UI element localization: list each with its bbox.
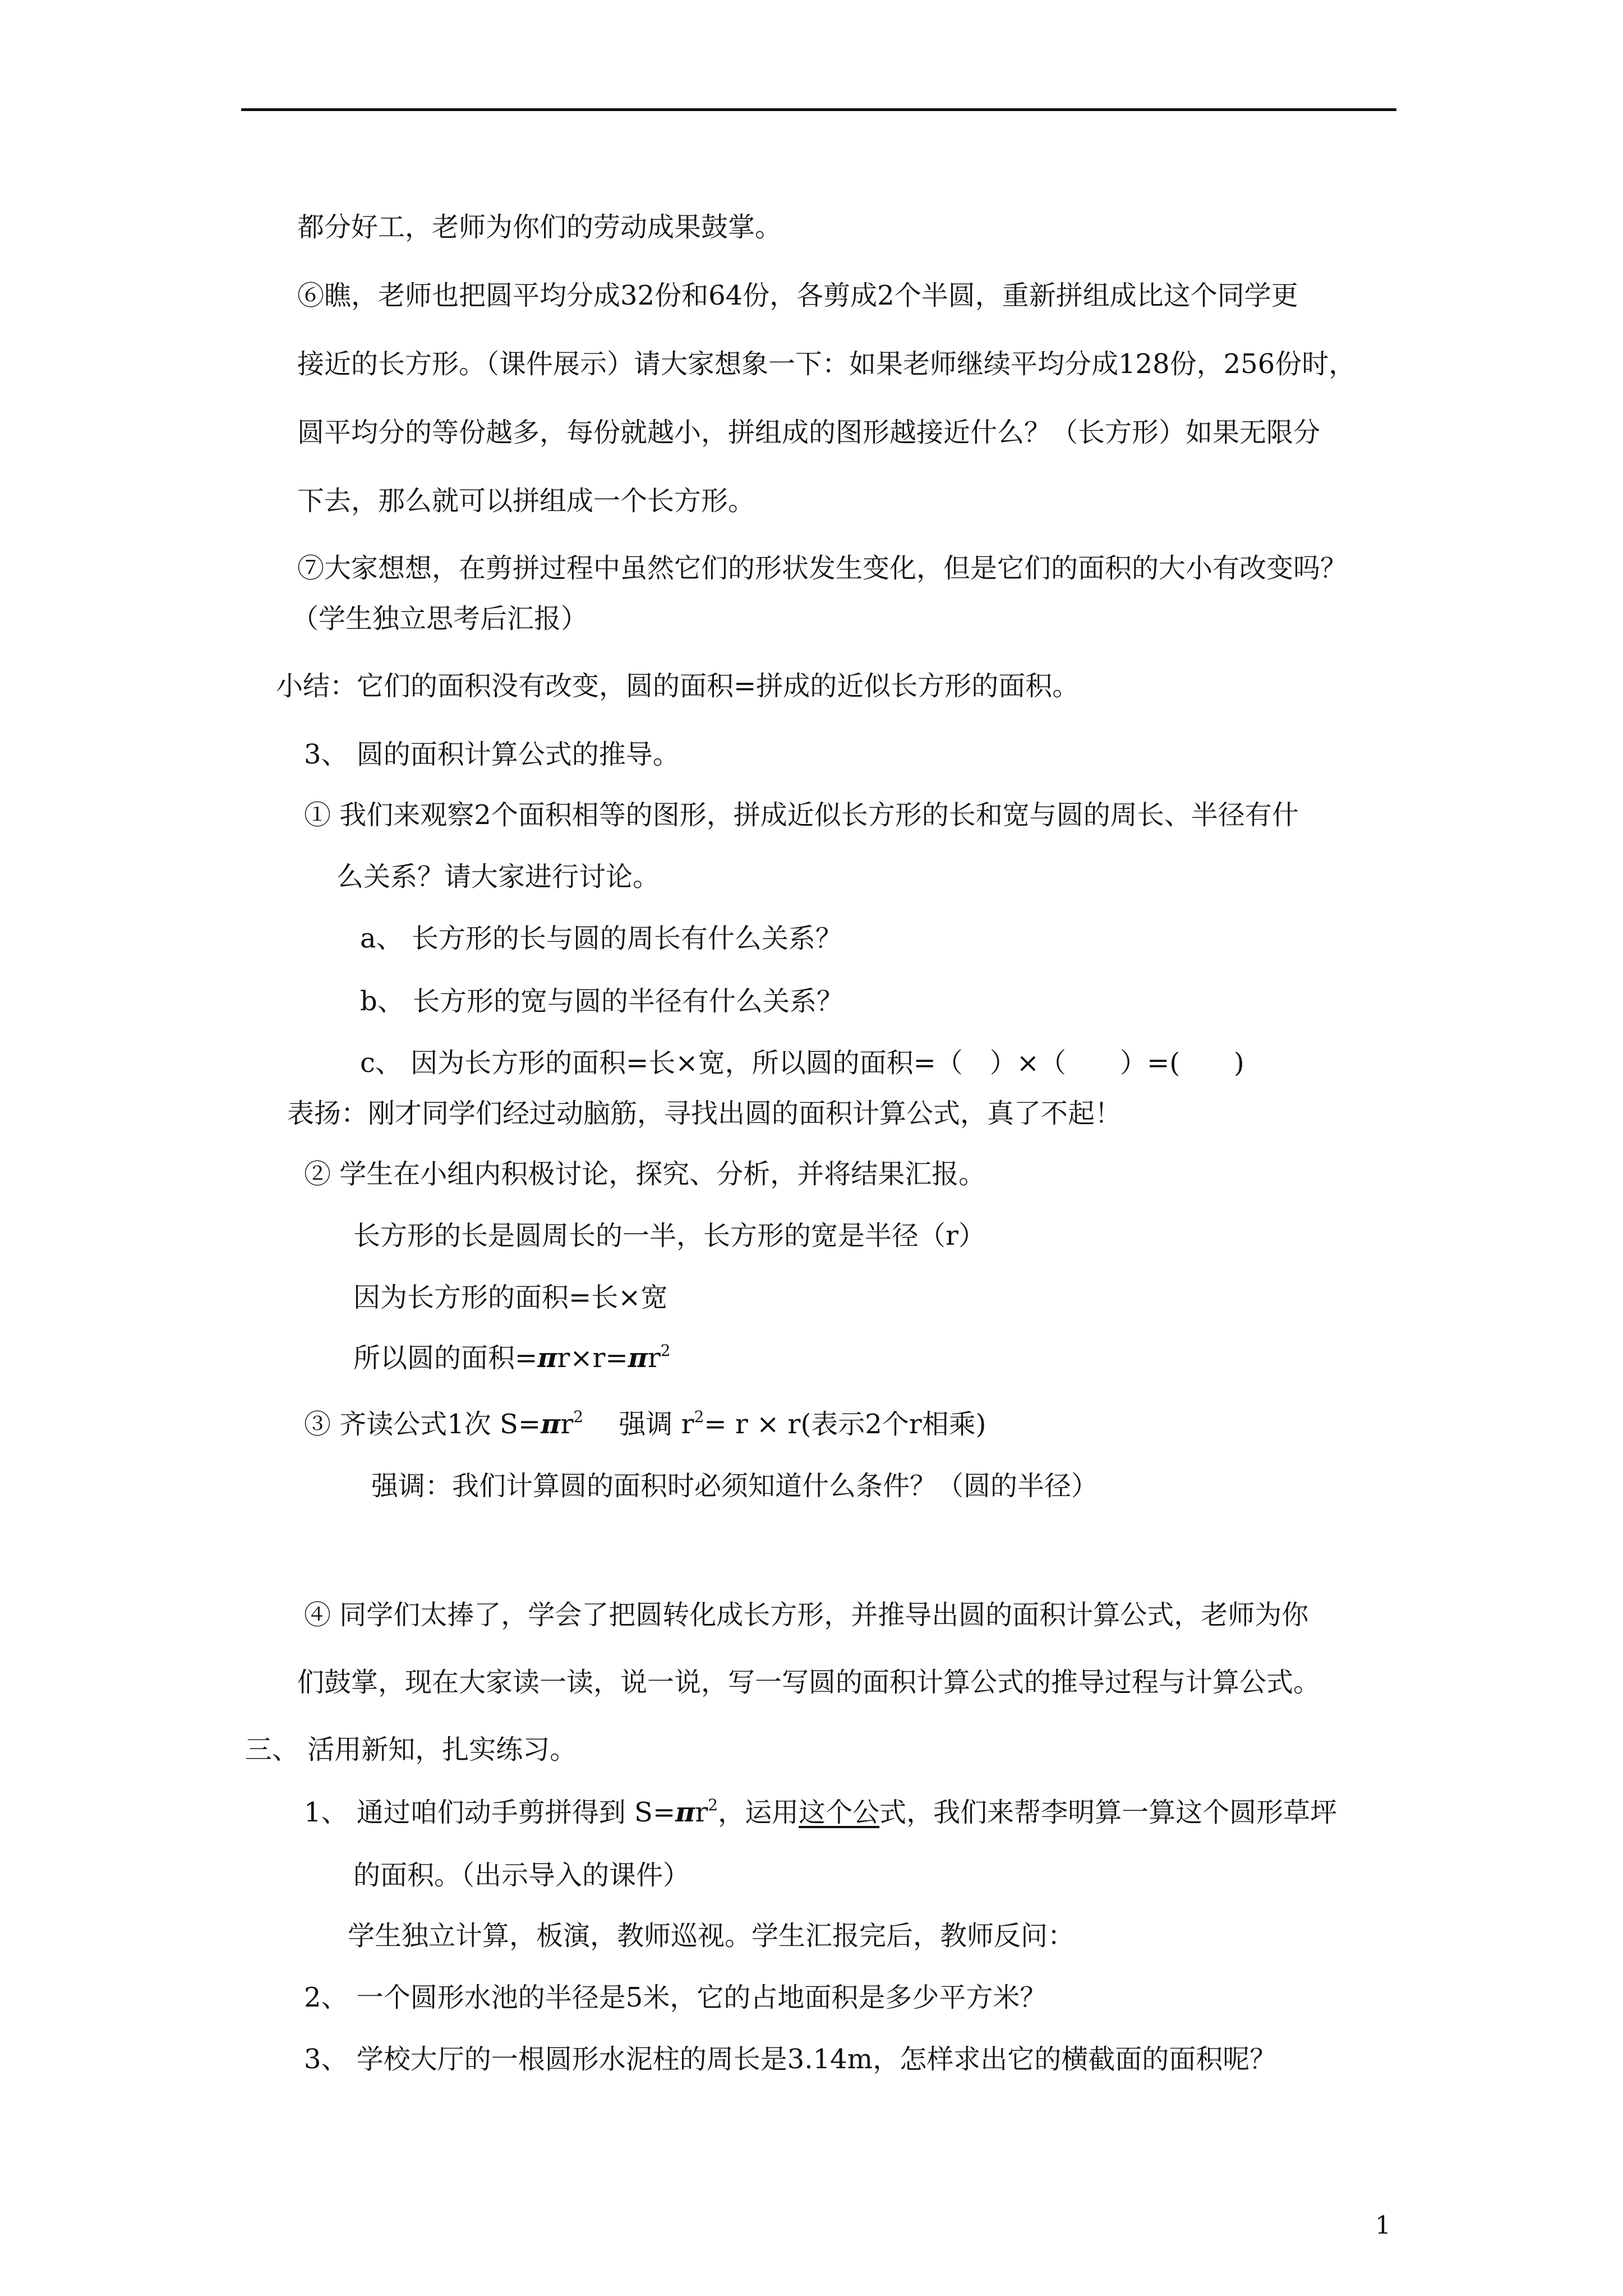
underlined-text: 这个公: [799, 1797, 880, 1828]
section-heading-three: 三、 活用新知，扎实练习。: [245, 1734, 577, 1765]
text-line-23: 们鼓掌，现在大家读一读，说一说，写一写圆的面积计算公式的推导过程与计算公式。: [297, 1667, 1321, 1698]
text-line-6: ⑦大家想想，在剪拼过程中虽然它们的形状发生变化，但是它们的面积的大小有改变吗？: [297, 553, 1348, 584]
text-line-26: 的面积。（出示导入的课件）: [353, 1860, 690, 1891]
exponent: 2: [573, 1407, 584, 1426]
text-line-4: 圆平均分的等份越多，每份就越小，拼组成的图形越接近什么？（长方形）如果无限分: [297, 417, 1321, 448]
text-line-2: ⑥瞧，老师也把圆平均分成32份和64份，各剪成2个半圆，重新拼组成比这个同学更: [297, 280, 1298, 311]
text-line-5: 下去，那么就可以拼组成一个长方形。: [297, 485, 755, 517]
text-line-17: 长方形的长是圆周长的一半，长方形的宽是半径（r）: [353, 1220, 985, 1251]
summary-line: 小结：它们的面积没有改变，圆的面积=拼成的近似长方形的面积。: [276, 670, 1080, 702]
text-line-16: ② 学生在小组内积极讨论，探究、分析，并将结果汇报。: [304, 1158, 986, 1190]
pi-symbol: π: [628, 1342, 648, 1374]
text-line-27: 学生独立计算，板演，教师巡视。学生汇报完后，教师反问：: [348, 1920, 1075, 1952]
exercise-3: 3、 学校大厅的一根圆形水泥柱的周长是3.14m，怎样求出它的横截面的面积呢？: [304, 2044, 1277, 2075]
text-line-11: 么关系？请大家进行讨论。: [336, 861, 660, 892]
page-number: 1: [1375, 2211, 1391, 2240]
exponent: 2: [660, 1341, 671, 1360]
exponent: 2: [708, 1796, 718, 1814]
text-line-1: 都分好工，老师为你们的劳动成果鼓掌。: [297, 211, 782, 243]
question-b: b、 长方形的宽与圆的半径有什么关系？: [360, 986, 843, 1017]
exponent: 2: [694, 1407, 704, 1426]
text-line-18: 因为长方形的面积=长×宽: [353, 1282, 668, 1313]
formula-text: ，运用: [718, 1797, 799, 1828]
text-line-10: ① 我们来观察2个面积相等的图形，拼成近似长方形的长和宽与圆的周长、半径有什: [304, 799, 1299, 831]
praise-line: 表扬：刚才同学们经过动脑筋，寻找出圆的面积计算公式，真了不起！: [287, 1098, 1122, 1129]
header-rule: [241, 108, 1396, 111]
formula-text: 式，我们来帮李明算一算这个圆形草坪: [879, 1797, 1338, 1828]
formula-text: = r × r(表示2个r相乘): [704, 1409, 986, 1440]
exercise-1: [304, 1796, 1337, 1829]
formula-text: r: [695, 1797, 708, 1828]
formula-text: r×r=: [557, 1342, 628, 1374]
pi-symbol: π: [675, 1797, 695, 1828]
formula-text: r: [560, 1409, 574, 1440]
question-c: c、 因为长方形的面积=长×宽，所以圆的面积=（ ）×（ ）=( ): [360, 1047, 1244, 1079]
text-line-22: ④ 同学们太捧了，学会了把圆转化成长方形，并推导出圆的面积计算公式，老师为你: [304, 1599, 1309, 1631]
formula-text: ③ 齐读公式1次 S=: [304, 1409, 541, 1440]
exercise-2: 2、 一个圆形水池的半径是5米，它的占地面积是多少平方米？: [304, 1982, 1047, 2013]
pi-symbol: π: [537, 1342, 557, 1374]
question-a: a、 长方形的长与圆的周长有什么关系？: [360, 923, 842, 954]
formula-text: 强调 r: [583, 1409, 694, 1440]
text-line-3: 接近的长方形。（课件展示）请大家想象一下：如果老师继续平均分成128份，256份时，: [297, 348, 1356, 380]
formula-text: 所以圆的面积=: [353, 1342, 538, 1374]
text-line-7: （学生独立思考后汇报）: [292, 603, 588, 634]
formula-text: r: [647, 1342, 661, 1374]
formula-line-recite: [304, 1407, 986, 1441]
pi-symbol: π: [541, 1409, 561, 1440]
emphasis-line: 强调：我们计算圆的面积时必须知道什么条件？（圆的半径）: [371, 1470, 1099, 1502]
formula-line-derivation: [353, 1341, 671, 1375]
formula-text: 1、 通过咱们动手剪拼得到 S=: [304, 1797, 676, 1828]
section-heading-3: 3、 圆的面积计算公式的推导。: [304, 739, 680, 770]
